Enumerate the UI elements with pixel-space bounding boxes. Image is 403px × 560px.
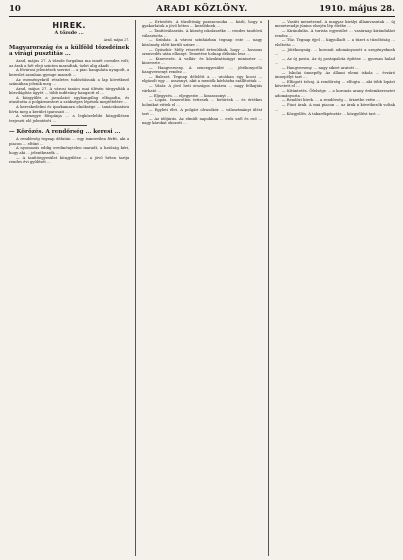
paragraph: — Vásár. A jövő heti országos vásárra ... nagy felhajtás várható ... (141, 84, 263, 93)
paragraph: — Hangverseny. A zeneegyesület ... jótékonycélú hangversenyt rendez ... (141, 65, 263, 75)
paragraph: — Iskolai ünnepély. Az állami elemi iskola ... évzáró ünnepélyt tart ... (274, 70, 395, 80)
paragraph: — Jótékonyság. ... koronát adományozott a szegényeknek ... (274, 47, 395, 56)
paragraph: — Lopás. Ismeretlen tettesek ... betörtek ... és értékes holmikat vittek el ... (141, 98, 263, 107)
paragraph: Arad, május 27. A városi tanács mai ülésén tárgyalták a közvilágítás ügyét ... több indítvány hangzott el ... (9, 86, 130, 96)
paragraph: — Baleset. Tegnap délelőtt a ... utcában egy kocsi ... elgázolt egy ... asszonyt, akit a mentők kórházba szállítottak ... (141, 75, 263, 84)
paragraph: — Értesítés. A tűzoltóság parancsnoka ... közli, hogy a gyakorlatok a jövő héten ... kezdődnek ... (141, 20, 263, 29)
column-3 (275, 20, 395, 556)
paragraph: — Rendőri hírek. ... a rendőrség ... őrizetbe vette ... (281, 98, 380, 103)
article-headline-2: — Körözés. A rendőrség ... keresi ... (9, 129, 121, 136)
paragraph: Arad, május 27. A tőzsde forgalma ma ismét csendes volt; az árak a hét eleji szinten maradtak, üzlet alig akadt ... (9, 59, 130, 68)
page (9, 4, 395, 556)
dateline: Arad, május 27. (103, 37, 130, 42)
paragraph: — Tűz. Tegnap éjjel ... kigyulladt ... a tüzet a tűzoltóság ... eloltotta ... (274, 38, 395, 47)
paragraph: — Elfogott tolvaj. A rendőrség ... elfogta ... aki több lopást követett el ... (274, 79, 395, 89)
section-title: HIREK. (52, 21, 86, 30)
paragraph: A rendőrség tegnap délután ... egy ismeretlen férfit, aki a piacon ... eltűnt ... (9, 137, 130, 146)
section-kicker: A tőzsde ... (54, 30, 84, 36)
page-header (9, 4, 395, 17)
paragraph: — Piaci árak. A mai piacon ... az árak a következők voltak ... (274, 103, 395, 112)
paragraph: A fővárosi jelentések szerint ... a piac hangulata nyugodt, a kereslet azonban gyenge maradt ... (9, 68, 130, 77)
divider (51, 125, 87, 126)
paragraph: Az eseményekről részletes tudósításunk a lap következő számában jelenik meg ... (9, 77, 130, 86)
paragraph: — Az új posta. Az új postapalota építése ... gyorsan halad ... (274, 56, 395, 66)
paragraph: — Kinevezés. A vallás- és közoktatásügyi miniszter ... kinevezte ... (141, 56, 263, 66)
paragraph: — Közgyűlés. A takarékpénztár ... közgyűlést tart ... (281, 112, 381, 117)
paragraph: A közgyűlés a javaslatot egyhangúlag elfogadta, és utasította a polgármestert a szükséges lépések megtételére ... (9, 96, 130, 105)
paragraph: A vármegye főispánja ... a legközelebbi közgyűlésen terjeszti elő jelentését ... (9, 114, 130, 123)
column-1 (9, 20, 129, 556)
paragraph: — Vasúti menetrend. A magyar királyi államvasutak ... új menetrendje június elsején lép életbe ... (274, 20, 395, 29)
column-rule (135, 20, 136, 556)
newspaper-title: ARADI KÖZLÖNY. (156, 4, 248, 14)
paragraph: — A tanítóegyesület közgyűlése ... a jövő héten tartja rendes évi gyűlését ... (9, 155, 130, 164)
paragraph: — Tanítóválasztás. A község iskolaszéke ... rendes tanítóvá választotta ... (141, 29, 263, 38)
paragraph: — Kitüntetés. Őfelsége ... a koronás arany érdemkeresztet adományozta ... (274, 89, 395, 98)
column-2 (142, 20, 262, 556)
page-number: 10 (9, 4, 21, 14)
issue-date: 1910. május 28. (319, 4, 395, 14)
paragraph: — Hangverseny. ... nagy sikert aratott ... (281, 65, 359, 70)
columns (9, 20, 395, 556)
paragraph: A kereskedelmi és iparkamara elnöksége ... tanácskozásra hívta meg a kerület iparosait ... (9, 105, 130, 114)
paragraph: — Az időjárás. Az elmúlt napokban ... erős szél és eső ... nagy károkat okozott ... (141, 116, 263, 126)
column-rule (268, 20, 269, 556)
paragraph: A nyomozás eddig eredménytelen maradt, a hatóság kéri, hogy aki ... jelentkezzék ... (9, 146, 130, 155)
article-headline: Magyarország és a külföld tőzsdéinek a virági pusztítás ... (9, 44, 130, 58)
paragraph: — Egyleti élet. A polgári olvasókör ... választmányi ülést tart ... (141, 107, 263, 116)
paragraph: — Színház. A városi színházban tegnap este ... nagy közönség előtt került színre ... (141, 38, 263, 47)
paragraph: — Eljegyzés. ... eljegyezte ... kisasszonyt ... (148, 93, 231, 98)
paragraph: — Gyászhír. Mély részvéttel értesülünk, hogy ... hosszas szenvedés után elhunyt. Temetése holnap délután lesz ... (141, 47, 263, 56)
paragraph: — Kirándulás. A turista egyesület ... vasárnap kirándulást rendez ... (274, 29, 395, 38)
